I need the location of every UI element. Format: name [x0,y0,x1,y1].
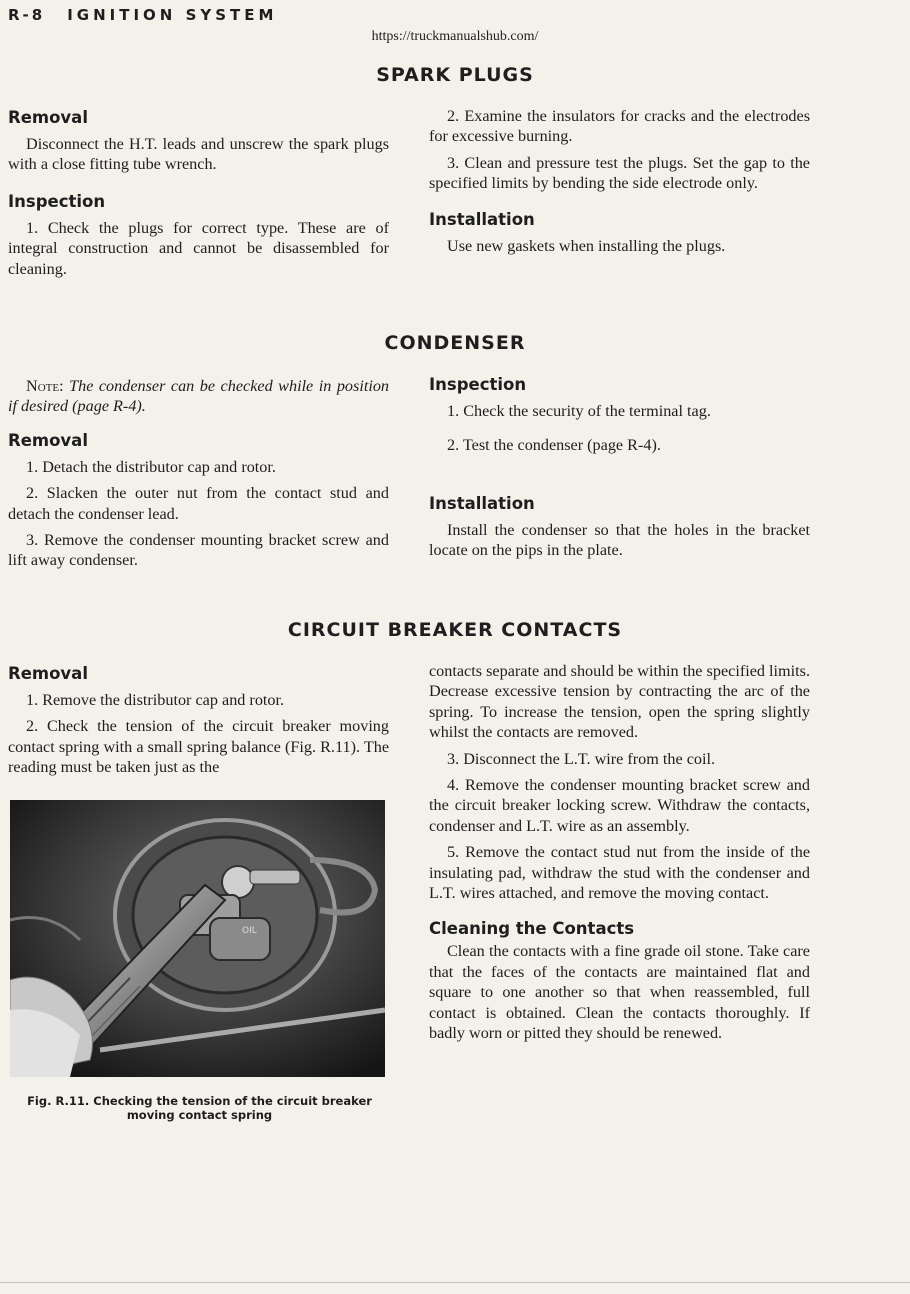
spark-plugs-removal-text: Disconnect the H.T. leads and unscrew the spark plugs with a close fitting tube wrench. [8,135,389,174]
condenser-installation-heading: Installation [429,493,535,513]
spark-plugs-installation-text: Use new gaskets when installing the plugs. [447,236,726,255]
condenser-inspection-heading: Inspection [429,375,527,394]
condenser-removal-step-3: 3. Remove the condenser mounting bracket screw and lift away condenser. [8,531,389,570]
source-url[interactable]: https://truckmanualshub.com/ [371,29,539,44]
figure-r11-photo [10,800,385,1077]
condenser-removal-heading: Removal [8,430,88,450]
spark-plugs-inspection-step-3: 3. Clean and pressure test the plugs. Set the gap to the specified limits by bending the side electrode only. [429,153,810,193]
section-title-circuit-breaker: CIRCUIT BREAKER CONTACTS [287,619,623,641]
section-title-spark-plugs: SPARK PLUGS [376,64,534,86]
spark-plugs-left-column [8,108,389,285]
spark-plugs-right-column [429,106,810,262]
condenser-right-column [429,375,810,567]
circuit-breaker-removal-step-2-continued: contacts separate and should be within the specified limits. Decrease excessive tension by contracting the arc of the spring. To increase the tension, open the spring slightly whilst the contacts are removed. [429,662,810,742]
circuit-breaker-right-column [429,661,810,1050]
circuit-breaker-removal-step-3: 3. Disconnect the L.T. wire from the coil. [447,749,716,768]
page-number: R-8 [8,6,46,24]
spark-plugs-inspection-step-1: 1. Check the plugs for correct type. These are of integral construction and cannot be disassembled for cleaning. [8,218,389,278]
condenser-note [8,376,389,417]
cleaning-contacts-heading: Cleaning the Contacts [429,919,635,939]
condenser-inspection-step-2: 2. Test the condenser (page R-4). [447,436,661,455]
circuit-breaker-left-column [8,664,389,784]
circuit-breaker-removal-step-1: 1. Remove the distributor cap and rotor. [26,691,285,709]
figure-r11-caption: Fig. R.11. Checking the tension of the circuit breaker moving contact spring [27,1094,372,1122]
running-head [8,6,277,24]
spark-plugs-installation-heading: Installation [429,209,535,229]
circuit-breaker-removal-step-2: 2. Check the tension of the circuit breaker moving contact spring with a small spring balance (Fig. R.11). The reading must be taken just as the [8,717,389,777]
condenser-installation-text: Install the condenser so that the holes in the bracket locate on the pips in the plate. [429,520,810,560]
cleaning-contacts-text: Clean the contacts with a fine grade oil stone. Take care that the faces of the contacts are maintained flat and square to one another so that when reassembled, full contact is obtained. Clean the contacts thoroughly. If badly worn or pitted they should be renewed. [429,942,810,1043]
spark-plugs-removal-heading: Removal [8,108,88,127]
note-label: Note: [26,377,64,395]
distributor-illustration [10,800,385,1077]
circuit-breaker-removal-step-4: 4. Remove the condenser mounting bracket screw and the circuit breaker locking screw. Withdraw the contacts, condenser and L.T. wire as an assembly. [429,776,810,835]
circuit-breaker-removal-heading: Removal [8,664,88,683]
condenser-removal-step-2: 2. Slacken the outer nut from the contact stud and detach the condenser lead. [8,484,389,523]
section-title-condenser: CONDENSER [384,332,526,354]
chapter-title: IGNITION SYSTEM [67,6,278,24]
circuit-breaker-removal-step-5: 5. Remove the contact stud nut from the inside of the insulating pad, withdraw the stud with the condenser and L.T. wires attached, and remove the moving contact. [429,843,810,903]
condenser-inspection-step-1: 1. Check the security of the terminal tag. [447,402,711,420]
page-bottom-edge [0,1282,910,1283]
note-text: The condenser can be checked while in position if desired (page R-4). [8,377,390,416]
spark-plugs-inspection-heading: Inspection [8,191,106,211]
condenser-removal-step-1: 1. Detach the distributor cap and rotor. [26,457,276,476]
oil-marking: OIL [242,926,257,936]
spark-plugs-inspection-step-2: 2. Examine the insulators for cracks and the electrodes for excessive burning. [429,107,810,146]
condenser-left-column [8,376,389,577]
